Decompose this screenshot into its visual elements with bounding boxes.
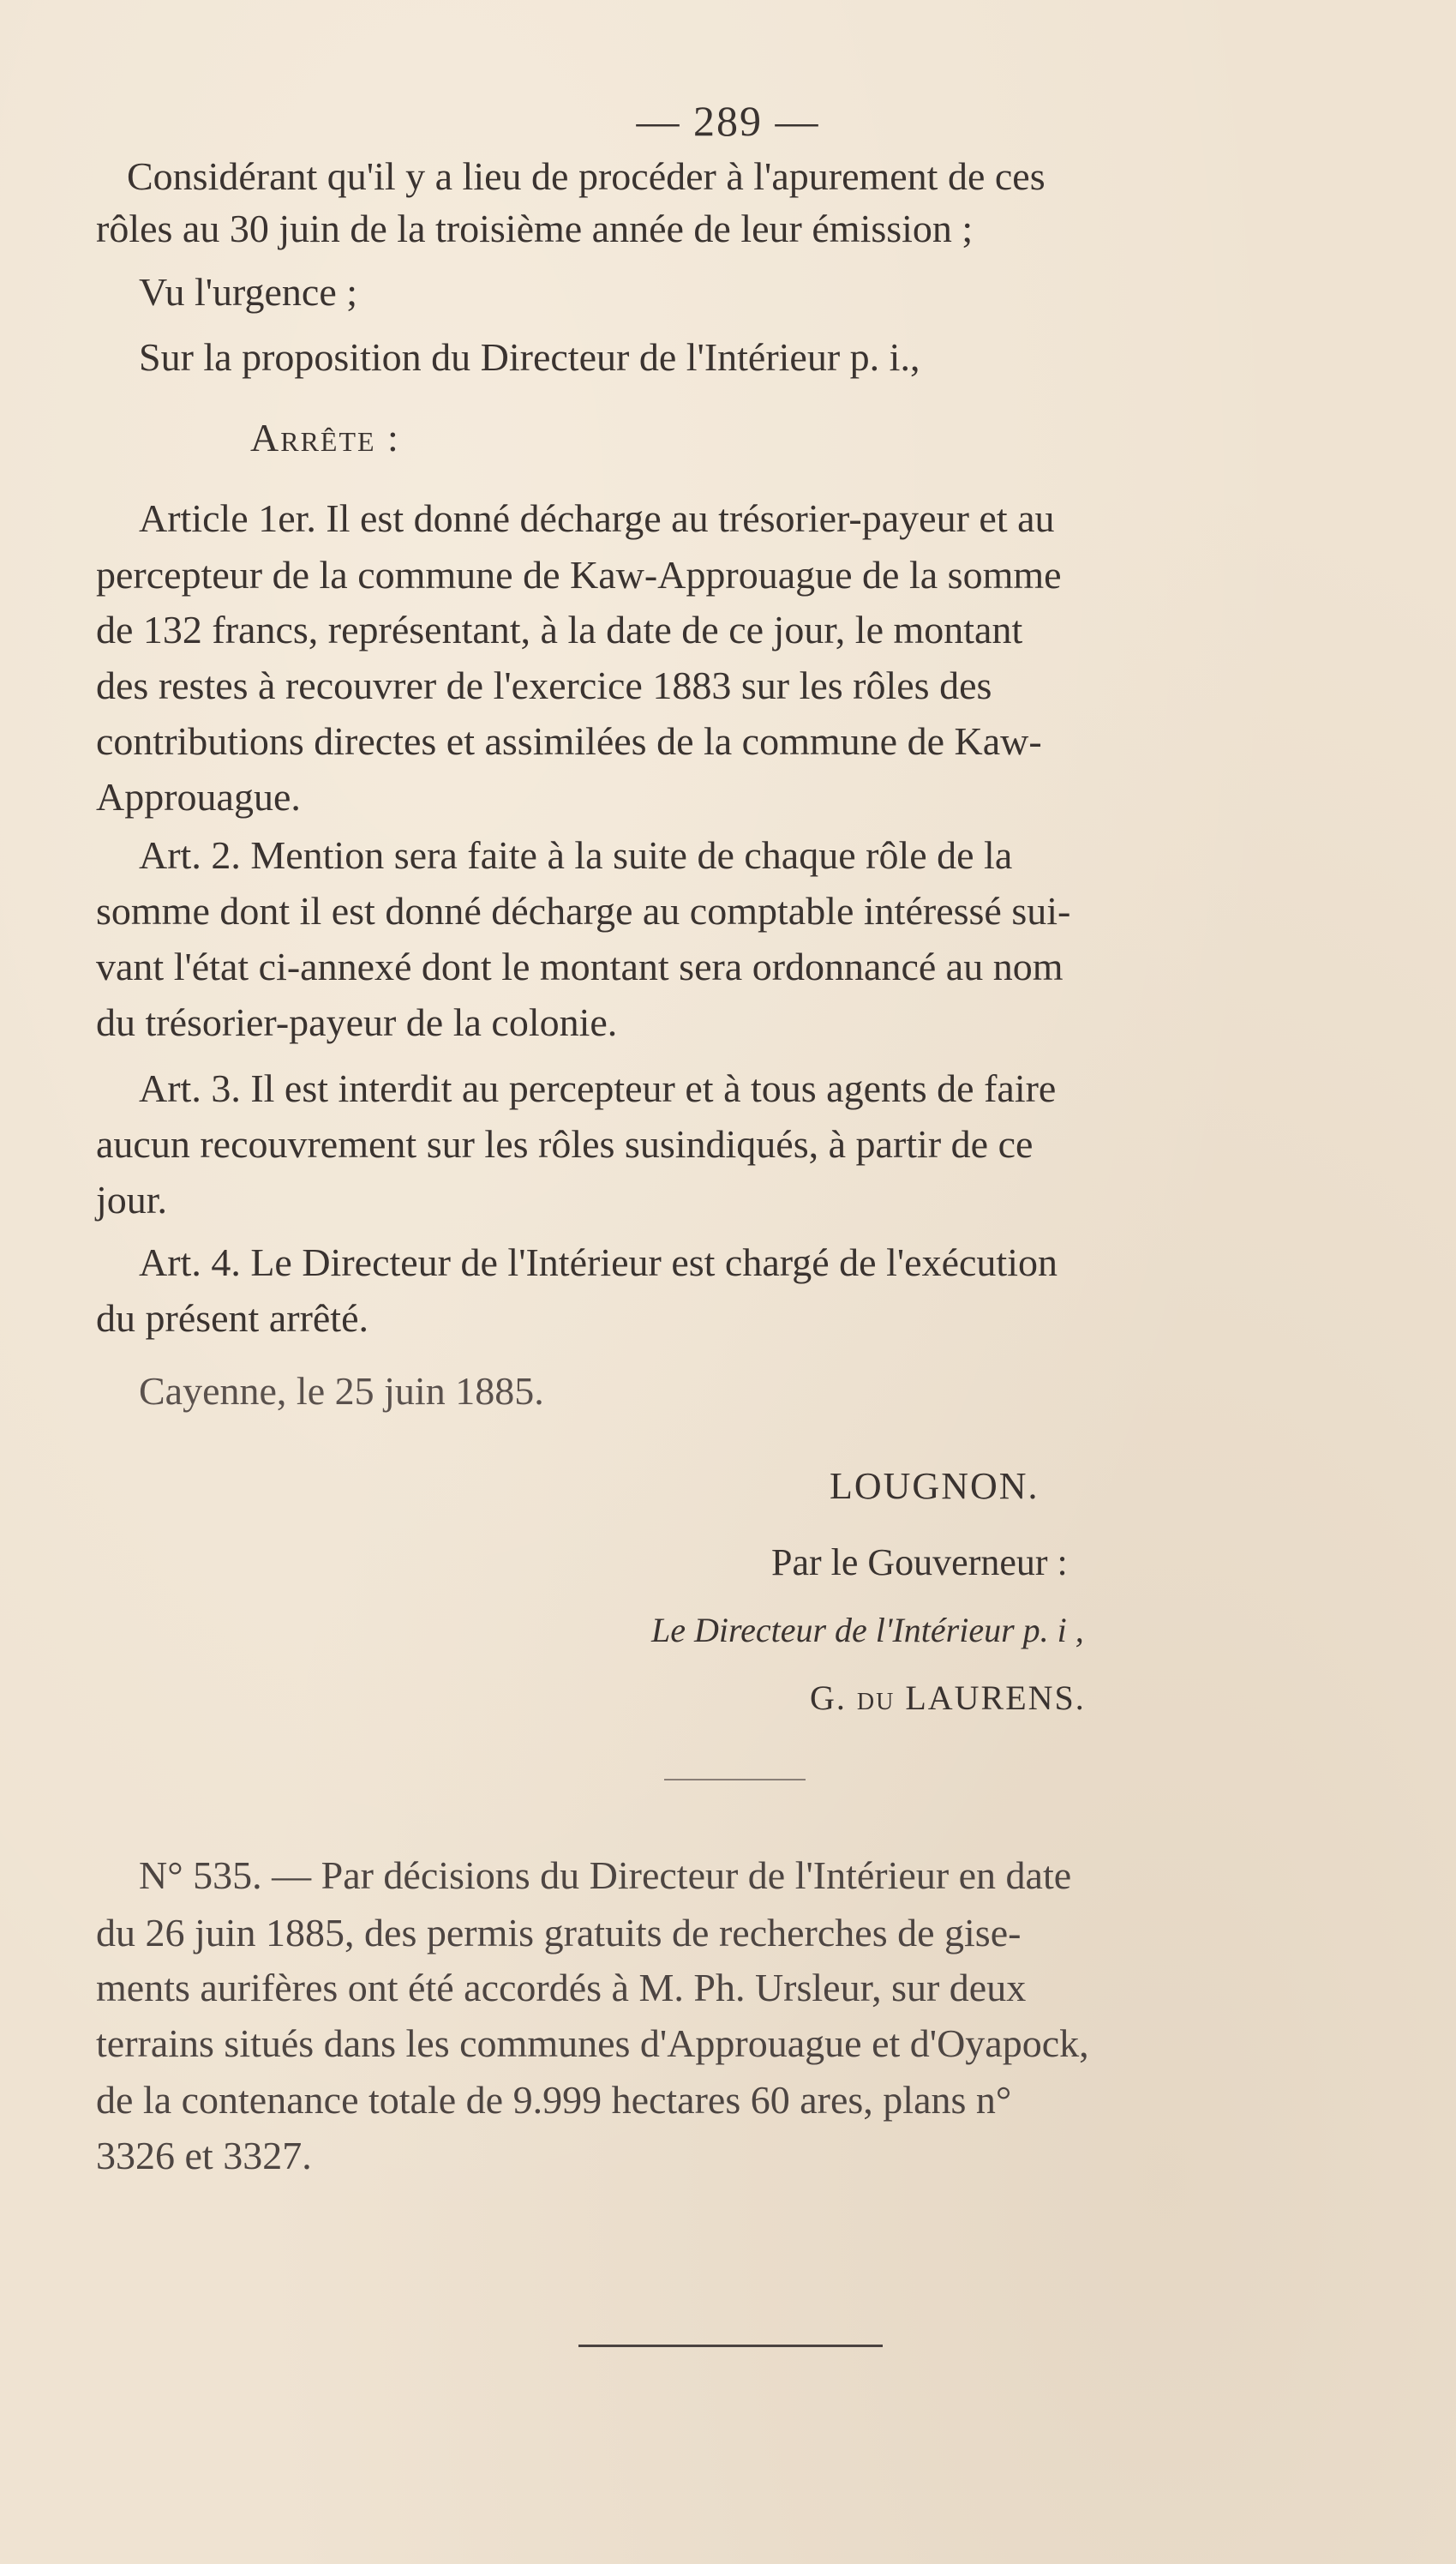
text-line: de la contenance totale de 9.999 hectares 60 ares, plans n° xyxy=(96,2078,1012,2122)
text-line: 3326 et 3327. xyxy=(96,2134,312,2177)
text-line: Art. 3. Il est interdit au percepteur et à tous agents de faire xyxy=(139,1066,1057,1110)
text-line: vant l'état ci-annexé dont le montant sera ordonnancé au nom xyxy=(96,945,1064,988)
signature-name: LOUGNON. xyxy=(830,1465,1040,1507)
section-divider xyxy=(664,1779,806,1780)
text-line: Article 1er. Il est donné décharge au trésorier-payeur et au xyxy=(139,496,1055,540)
text-line: de 132 francs, représentant, à la date de ce jour, le montant xyxy=(96,608,1023,652)
text-line: aucun recouvrement sur les rôles susindiqués, à partir de ce xyxy=(96,1122,1034,1166)
text-line: Sur la proposition du Directeur de l'Intérieur p. i., xyxy=(139,335,920,379)
text-line: contributions directes et assimilées de la commune de Kaw- xyxy=(96,719,1042,763)
text-line: Art. 4. Le Directeur de l'Intérieur est chargé de l'exécution xyxy=(139,1240,1058,1284)
signature-by: Par le Gouverneur : xyxy=(771,1541,1068,1583)
decree-heading: Arrête : xyxy=(250,416,400,459)
text-line: du trésorier-payeur de la colonie. xyxy=(96,1000,618,1044)
page-number: — 289 — xyxy=(636,97,820,145)
text-line: du présent arrêté. xyxy=(96,1296,369,1340)
date-line: Cayenne, le 25 juin 1885. xyxy=(139,1369,544,1413)
text-line: du 26 juin 1885, des permis gratuits de recherches de gise- xyxy=(96,1911,1022,1955)
text-line: terrains situés dans les communes d'Approuague et d'Oyapock, xyxy=(96,2021,1089,2065)
end-rule xyxy=(578,2345,883,2347)
text-line: percepteur de la commune de Kaw-Approuague de la somme xyxy=(96,553,1062,597)
text-line: rôles au 30 juin de la troisième année de leur émission ; xyxy=(96,207,974,250)
text-line: Art. 2. Mention sera faite à la suite de chaque rôle de la xyxy=(139,833,1013,877)
text-line: N° 535. — Par décisions du Directeur de l'Intérieur en date xyxy=(139,1853,1072,1897)
text-line: des restes à recouvrer de l'exercice 1883 sur les rôles des xyxy=(96,664,992,707)
text-line: Approuague. xyxy=(96,775,301,819)
text-line: Considérant qu'il y a lieu de procéder à l'apurement de ces xyxy=(127,154,1046,198)
signature-title: Le Directeur de l'Intérieur p. i , xyxy=(651,1611,1084,1649)
text-line: ments aurifères ont été accordés à M. Ph. Ursleur, sur deux xyxy=(96,1966,1027,2009)
text-line: jour. xyxy=(96,1178,168,1222)
text-line: Vu l'urgence ; xyxy=(139,270,358,314)
signature-signer: G. du LAURENS. xyxy=(810,1678,1086,1717)
text-line: somme dont il est donné décharge au comptable intéressé sui- xyxy=(96,889,1071,933)
